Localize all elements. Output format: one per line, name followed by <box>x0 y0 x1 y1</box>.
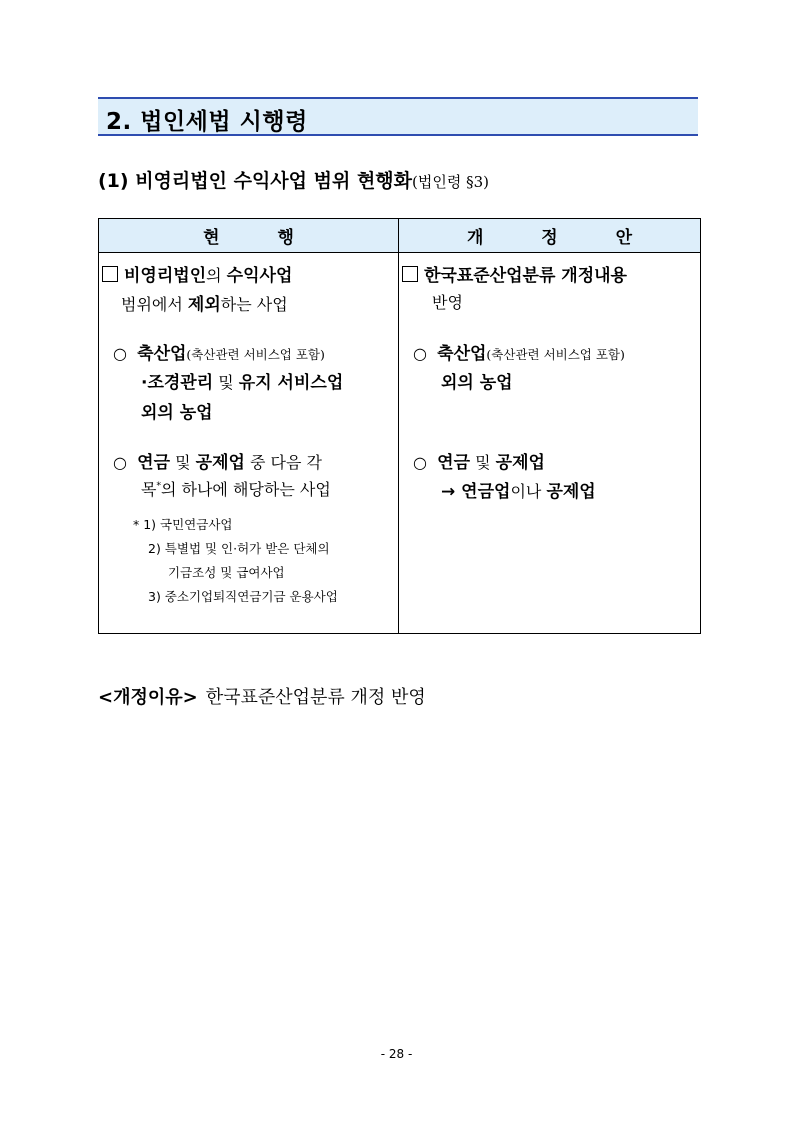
footnote-3: 3) 중소기업퇴직연금기금 운용사업 <box>148 589 338 604</box>
current-item1-line3: 외의 농업 <box>141 403 213 423</box>
arrow-icon: → <box>441 482 462 502</box>
footnote-2: 2) 특별법 및 인·허가 받은 단체의 <box>148 541 330 556</box>
proposed-item2: ○ 연금 및 공제업 <box>413 453 545 473</box>
proposed-item1: ○ 축산업(축산관련 서비스업 포함) <box>413 344 625 364</box>
current-item1: ○ 축산업(축산관련 서비스업 포함) <box>113 344 325 364</box>
current-item1-line2: ·조경관리 및 유지 서비스업 <box>141 373 344 393</box>
circle-bullet-icon: ○ <box>113 453 127 472</box>
comparison-table <box>98 218 701 634</box>
subheading-main: (1) 비영리법인 수익사업 범위 현행화 <box>98 170 413 192</box>
checkbox-icon <box>402 266 418 282</box>
section-title: 2. 법인세법 시행령 <box>106 109 308 135</box>
proposed-box-line: 한국표준산업분류 개정내용 <box>402 261 627 286</box>
footnote-2b: 기금조성 및 급여사업 <box>168 565 285 580</box>
table-header-row <box>99 219 701 253</box>
proposed-box-line2: 반영 <box>432 293 463 312</box>
checkbox-icon <box>102 266 118 282</box>
reason-label: <개정이유> <box>98 687 198 708</box>
current-item2-line2: 목*의 하나에 해당하는 사업 <box>141 480 331 499</box>
reason-text: 한국표준산업분류 개정 반영 <box>205 687 426 708</box>
revision-reason <box>98 683 426 709</box>
circle-bullet-icon: ○ <box>413 344 427 363</box>
circle-bullet-icon: ○ <box>113 344 127 363</box>
header-current: 현 행 <box>99 219 399 253</box>
current-item2: ○ 연금 및 공제업 중 다음 각 <box>113 453 323 473</box>
subheading-ref: (법인령 §3) <box>412 173 490 191</box>
current-box-line2: 범위에서 제외하는 사업 <box>121 295 288 315</box>
header-proposed: 개 정 안 <box>399 219 701 253</box>
section-header <box>98 97 698 136</box>
proposed-item1-line2: 외의 농업 <box>441 373 513 393</box>
current-cell <box>99 253 399 634</box>
subheading <box>98 166 489 193</box>
table-row <box>99 253 701 634</box>
proposed-item2-line2: → 연금업이나 공제업 <box>441 482 596 502</box>
proposed-cell <box>399 253 701 634</box>
current-box-line: 비영리법인의 수익사업 <box>102 261 292 286</box>
circle-bullet-icon: ○ <box>413 453 427 472</box>
footnote-1: * 1) 국민연금사업 <box>133 517 233 532</box>
page-number: - 28 - <box>380 1047 413 1061</box>
